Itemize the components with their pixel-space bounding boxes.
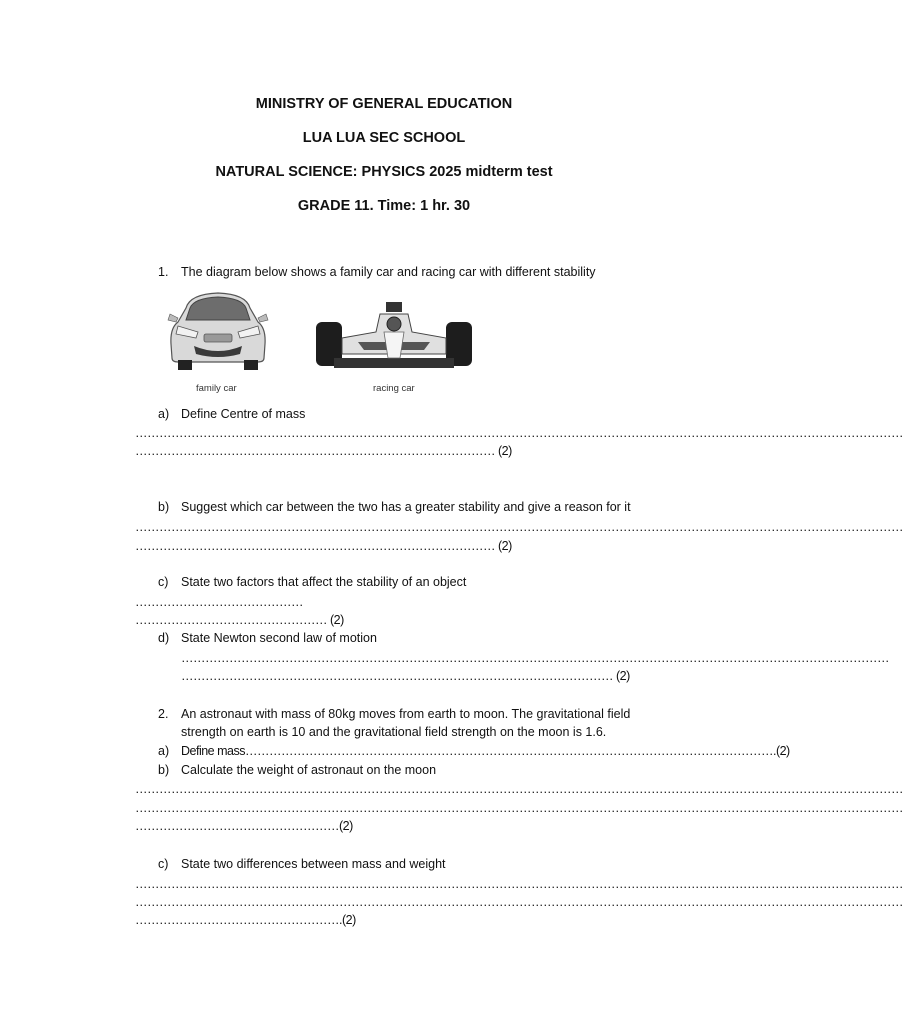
question-1-text: The diagram below shows a family car and racing car with different stability (181, 265, 596, 279)
question-2c-text: State two differences between mass and weight (181, 857, 446, 871)
question-1b-text: Suggest which car between the two has a greater stability and give a reason for it (181, 500, 631, 514)
question-1a-label: a) (158, 407, 170, 421)
subject-heading: NATURAL SCIENCE: PHYSICS 2025 midterm test (215, 164, 553, 180)
question-2-number: 2. (158, 707, 169, 721)
answer-line-2b-1: ………………………………………………………………………………………………………………………………………………………………………… (135, 782, 903, 796)
question-2c-label: c) (158, 857, 169, 871)
answer-line-2b-3: ……………………………………………(2) (135, 819, 353, 833)
question-2a-text: Define mass…………………………………………………………………………………………………………………….(2) (181, 744, 790, 758)
question-2b-text: Calculate the weight of astronaut on the moon (181, 763, 437, 777)
question-2-text-line1: An astronaut with mass of 80kg moves from earth to moon. The gravitational field (181, 707, 631, 721)
question-1a-text: Define Centre of mass (181, 407, 306, 421)
question-1c-label: c) (158, 575, 169, 589)
answer-line-1d-1: …………………………………………………………………………………………………………………………………………………………… (181, 651, 889, 665)
answer-line-2c-1: ………………………………………………………………………………………………………………………………………………………………………… (135, 877, 903, 891)
question-1d-label: d) (158, 631, 170, 645)
family-car-image (168, 288, 268, 374)
answer-line-2b-2: ………………………………………………………………………………………………………………………………………………………………………… (135, 801, 903, 815)
answer-line-1b-2: ……………………………………………………………………………… (2) (135, 539, 512, 553)
grade-heading: GRADE 11. Time: 1 hr. 30 (297, 198, 471, 214)
answer-line-1c-2: ………………………………………… (2) (135, 613, 344, 627)
question-2-text-line2: strength on earth is 10 and the gravitational field strength on the moon is 1.6. (181, 725, 607, 739)
answer-line-1a-1: ………………………………………………………………………………………………………………………………………………………………………… (135, 426, 903, 440)
answer-line-1a-2: ……………………………………………………………………………… (2) (135, 444, 512, 458)
answer-line-2c-3: …………………………………………….(2) (135, 913, 356, 927)
school-heading: LUA LUA SEC SCHOOL (302, 130, 466, 146)
answer-line-2c-2: ………………………………………………………………………………………………………………………………………………………………………… (135, 895, 903, 909)
answer-line-1d-2: ……………………………………………………………………………………………… (2) (181, 669, 630, 683)
question-1-number: 1. (158, 265, 169, 279)
racing-car-image (314, 302, 474, 376)
question-2b-label: b) (158, 763, 170, 777)
ministry-heading: MINISTRY OF GENERAL EDUCATION (255, 96, 513, 112)
question-2a-label: a) (158, 744, 170, 758)
family-car-caption: family car (196, 383, 237, 394)
answer-line-1b-1: ………………………………………………………………………………………………………………………………………………………………………… (135, 520, 903, 534)
question-1d-text: State Newton second law of motion (181, 631, 377, 645)
racing-car-caption: racing car (373, 383, 415, 394)
question-1b-label: b) (158, 500, 170, 514)
answer-line-1c-1: …………………………………… (135, 595, 303, 609)
question-1c-text: State two factors that affect the stability of an object (181, 575, 467, 589)
